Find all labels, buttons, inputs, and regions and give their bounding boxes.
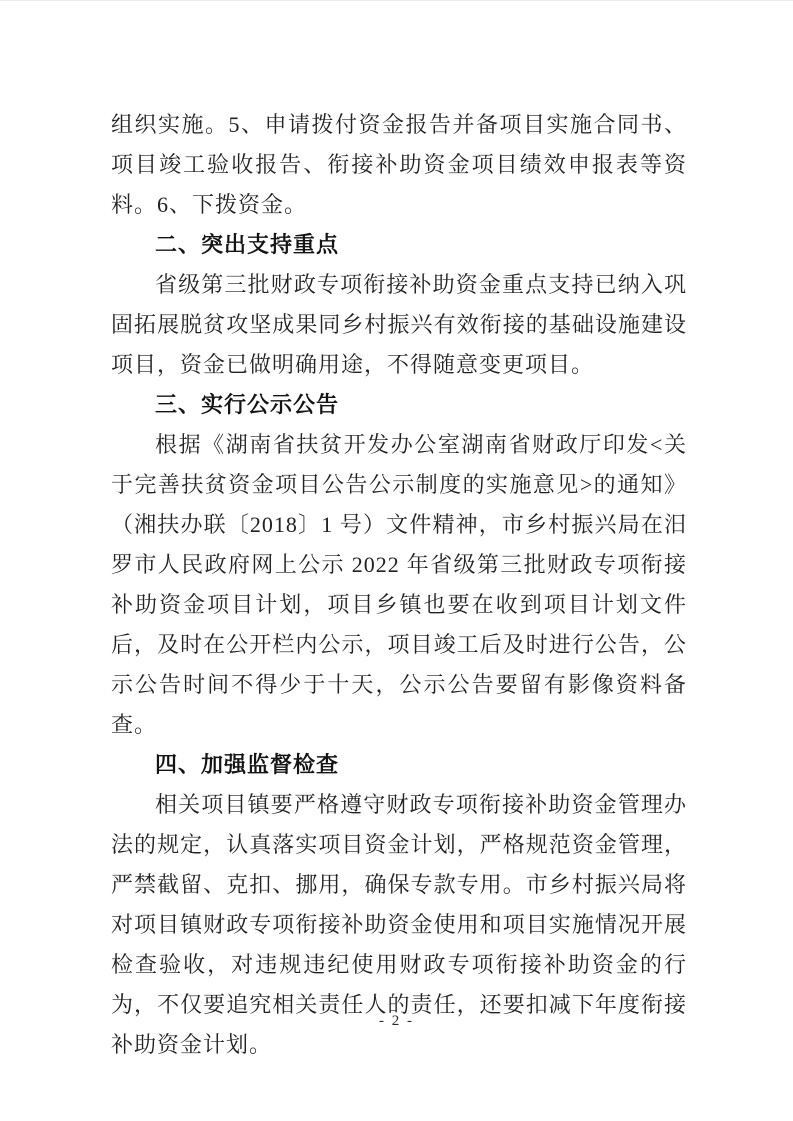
section-heading: 四、加强监督检查 — [155, 752, 340, 777]
section-heading: 二、突出支持重点 — [155, 232, 340, 257]
document-text-body — [111, 105, 687, 1065]
body-paragraph: 组织实施。5、申请拨付资金报告并备项目实施合同书、项目竣工验收报告、衔接补助资金项目绩效申报表等资料。6、下拨资金。 — [111, 112, 687, 217]
section-heading: 三、实行公示公告 — [155, 392, 340, 417]
body-paragraph: 相关项目镇要严格遵守财政专项衔接补助资金管理办法的规定，认真落实项目资金计划，严格规范资金管理，严禁截留、克扣、挪用，确保专款专用。市乡村振兴局将对项目镇财政专项衔接补助资金使用和项目实施情况开展检查验收，对违规违纪使用财政专项衔接补助资金的行为，不仅要追究相关责任人的责任，还要扣减下年度衔接补助资金计划。 — [111, 792, 687, 1057]
page-number: - 2 - — [379, 1013, 414, 1029]
body-paragraph: 根据《湖南省扶贫开发办公室湖南省财政厅印发<关于完善扶贫资金项目公告公示制度的实施意见>的通知》（湘扶办联〔2018〕1 号）文件精神，市乡村振兴局在汨罗市人民政府网上公示 2022 年省级第三批财政专项衔接补助资金项目计划，项目乡镇也要在收到项目计划文件后，及时在公开栏内公示，项目竣工后及时进行公告，公示公告时间不得少于十天，公示公告要留有影像资料备查。 — [111, 432, 687, 737]
body-paragraph: 省级第三批财政专项衔接补助资金重点支持已纳入巩固拓展脱贫攻坚成果同乡村振兴有效衔接的基础设施建设项目，资金已做明确用途，不得随意变更项目。 — [111, 272, 687, 377]
